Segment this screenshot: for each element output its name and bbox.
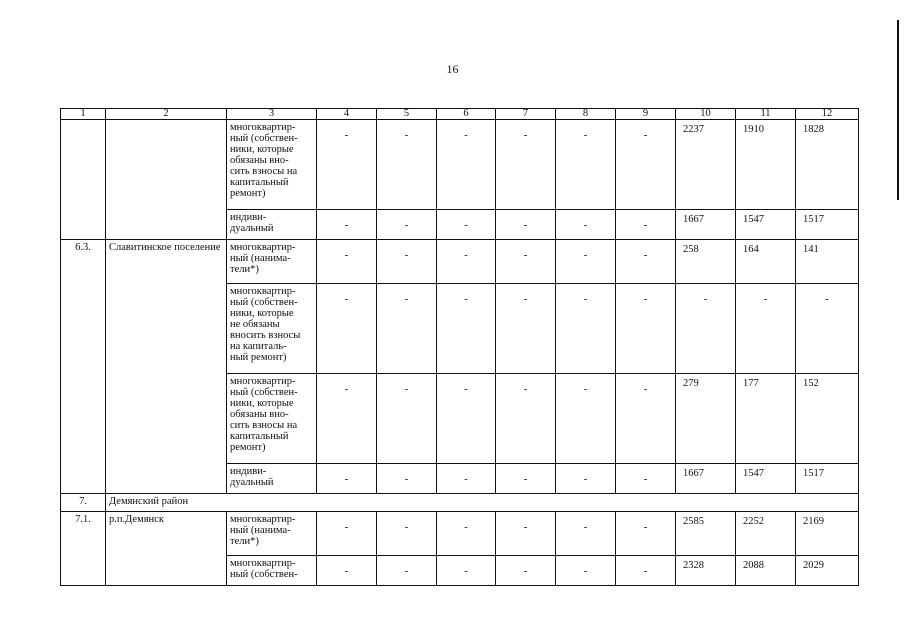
- table-cell: -: [437, 120, 496, 210]
- value-col-10: 1667: [676, 210, 736, 240]
- value-col-12: 141: [796, 240, 859, 284]
- column-header: 9: [616, 109, 676, 120]
- column-header: 6: [437, 109, 496, 120]
- row-number: [61, 120, 106, 240]
- table-cell: -: [496, 210, 556, 240]
- table-cell: -: [437, 240, 496, 284]
- column-header: 11: [736, 109, 796, 120]
- housing-type: многоквартир- ный (собствен- ники, которые не обязаны вносить взносы на капиталь- ный ремонт): [227, 284, 317, 374]
- value-col-10: 2585: [676, 512, 736, 556]
- table-cell: -: [317, 556, 377, 586]
- tariff-table: [60, 108, 859, 586]
- value-col-11: 177: [736, 374, 796, 464]
- column-header: 5: [377, 109, 437, 120]
- table-cell: -: [437, 374, 496, 464]
- value-col-11: 2088: [736, 556, 796, 586]
- value-col-12: 152: [796, 374, 859, 464]
- row-number: 7.1.: [61, 512, 106, 586]
- housing-type: многоквартир- ный (собствен- ники, которые обязаны вно- сить взносы на капитальный ремонт): [227, 120, 317, 210]
- table-cell: -: [556, 512, 616, 556]
- table-cell: -: [377, 374, 437, 464]
- table-row: [61, 240, 859, 284]
- table-cell: -: [616, 464, 676, 494]
- column-number-row: [61, 109, 859, 120]
- table-cell: -: [377, 120, 437, 210]
- table-cell: -: [556, 284, 616, 374]
- table-cell: -: [616, 374, 676, 464]
- table-cell: -: [377, 512, 437, 556]
- table-cell: -: [496, 120, 556, 210]
- table-cell: -: [377, 240, 437, 284]
- table-cell: -: [556, 240, 616, 284]
- value-col-10: 258: [676, 240, 736, 284]
- column-header: 1: [61, 109, 106, 120]
- table-cell: -: [317, 374, 377, 464]
- value-col-10: 2237: [676, 120, 736, 210]
- table-cell: -: [496, 556, 556, 586]
- table-cell: -: [496, 240, 556, 284]
- table-row: [61, 120, 859, 210]
- value-col-10: -: [676, 284, 736, 374]
- table-cell: -: [317, 210, 377, 240]
- housing-type: многоквартир- ный (собствен- ники, которые обязаны вно- сить взносы на капитальный ремонт): [227, 374, 317, 464]
- housing-type: индиви- дуальный: [227, 464, 317, 494]
- value-col-11: 1547: [736, 210, 796, 240]
- table-cell: -: [556, 210, 616, 240]
- table-cell: -: [437, 284, 496, 374]
- table-cell: -: [317, 120, 377, 210]
- settlement-name: [106, 120, 227, 240]
- table-cell: -: [317, 240, 377, 284]
- table-cell: -: [616, 210, 676, 240]
- column-header: 10: [676, 109, 736, 120]
- table-cell: -: [377, 210, 437, 240]
- table-cell: -: [616, 240, 676, 284]
- table-cell: -: [496, 284, 556, 374]
- row-number: 6.3.: [61, 240, 106, 494]
- value-col-12: 2169: [796, 512, 859, 556]
- margin-line: [897, 20, 899, 200]
- table-cell: -: [556, 374, 616, 464]
- value-col-12: 2029: [796, 556, 859, 586]
- table-cell: -: [437, 512, 496, 556]
- settlement-name: Славитинское поселение: [106, 240, 227, 494]
- column-header: 12: [796, 109, 859, 120]
- table-cell: -: [496, 374, 556, 464]
- table-cell: -: [556, 464, 616, 494]
- table-cell: -: [556, 120, 616, 210]
- value-col-12: -: [796, 284, 859, 374]
- value-col-11: 1910: [736, 120, 796, 210]
- value-col-10: 1667: [676, 464, 736, 494]
- column-header: 2: [106, 109, 227, 120]
- value-col-12: 1517: [796, 464, 859, 494]
- housing-type: многоквартир- ный (нанима- тели*): [227, 512, 317, 556]
- housing-type: многоквартир- ный (нанима- тели*): [227, 240, 317, 284]
- value-col-11: 164: [736, 240, 796, 284]
- column-header: 4: [317, 109, 377, 120]
- table-cell: -: [317, 464, 377, 494]
- column-header: 7: [496, 109, 556, 120]
- table-cell: -: [616, 556, 676, 586]
- table-cell: -: [496, 464, 556, 494]
- table-cell: -: [496, 512, 556, 556]
- table-cell: -: [616, 120, 676, 210]
- section-title: Демянский район: [106, 494, 859, 512]
- row-number: 7.: [61, 494, 106, 512]
- housing-type: индиви- дуальный: [227, 210, 317, 240]
- value-col-11: -: [736, 284, 796, 374]
- table-cell: -: [437, 210, 496, 240]
- table-cell: -: [317, 284, 377, 374]
- value-col-10: 279: [676, 374, 736, 464]
- table-cell: -: [437, 556, 496, 586]
- table-cell: -: [377, 284, 437, 374]
- housing-type: многоквартир- ный (собствен-: [227, 556, 317, 586]
- table-cell: -: [437, 464, 496, 494]
- value-col-12: 1517: [796, 210, 859, 240]
- table-cell: -: [377, 556, 437, 586]
- column-header: 8: [556, 109, 616, 120]
- table-row: [61, 512, 859, 556]
- table-cell: -: [317, 512, 377, 556]
- value-col-11: 1547: [736, 464, 796, 494]
- column-header: 3: [227, 109, 317, 120]
- value-col-10: 2328: [676, 556, 736, 586]
- value-col-11: 2252: [736, 512, 796, 556]
- table-cell: -: [616, 284, 676, 374]
- settlement-name: р.п.Демянск: [106, 512, 227, 586]
- table-cell: -: [616, 512, 676, 556]
- section-row: [61, 494, 859, 512]
- table-cell: -: [556, 556, 616, 586]
- value-col-12: 1828: [796, 120, 859, 210]
- table-cell: -: [377, 464, 437, 494]
- page-number: 16: [446, 62, 459, 76]
